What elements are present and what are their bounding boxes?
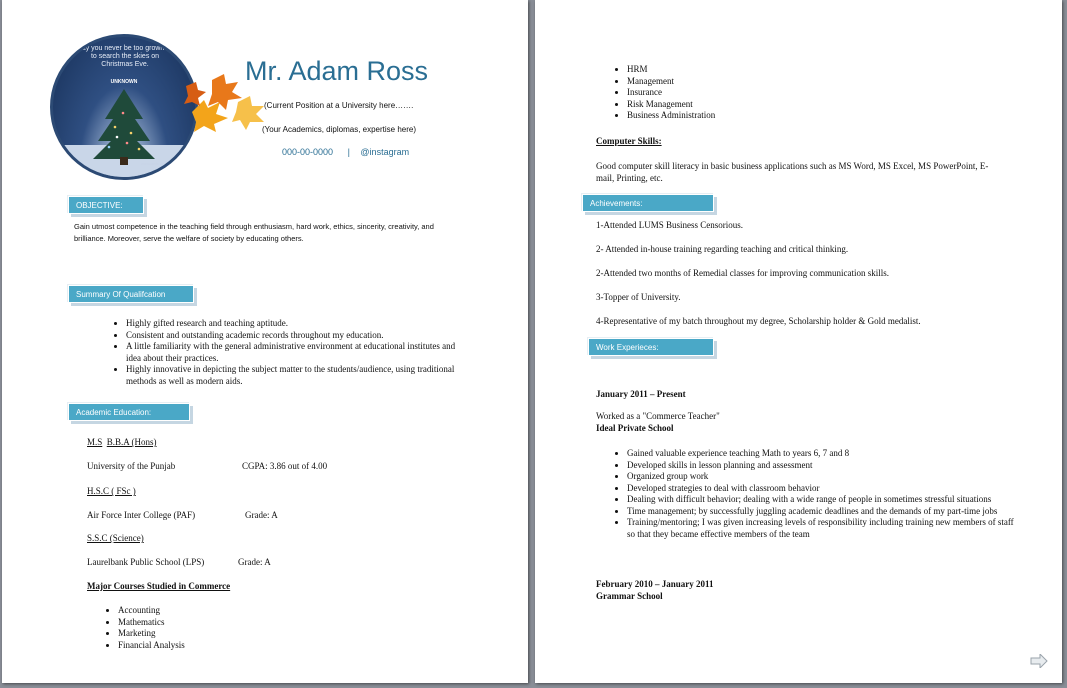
job1-dates: January 2011 – Present [596,389,686,399]
list-item: • Dealing with difficult behavior; dealing with a wide range of people in sometimes stressful situations [627,494,1017,506]
grade3: Grade: A [238,557,271,567]
list-item: • Gained valuable experience teaching Math to years 6, 7 and 8 [627,448,1017,460]
resume-page-1 [2,0,528,683]
list-item: • HRM [627,64,827,76]
courses-list [104,605,318,651]
school3: Laurelbank Public School (LPS) [87,557,205,567]
photo-author: UNKNOWN [110,79,138,85]
grade2: Grade: A [245,510,278,520]
achievement-item: 2-Attended two months of Remedial classes for improving communication skills. [596,268,889,278]
achievement-item: 4-Representative of my batch throughout my degree, Scholarship holder & Gold medalist. [596,316,921,326]
achievement-item: 1-Attended LUMS Business Censorious. [596,220,743,230]
summary-label: Summary Of Qualifcation [68,285,194,303]
job1-role: Worked as a "Commerce Teacher" [596,411,720,421]
job2-org: Grammar School [596,591,663,601]
list-item: • A little familiarity with the general administrative environment at educational institutes and idea about their practices. [126,341,462,364]
computer-skills-text: Good computer skill literacy in basic business applications such as MS Word, MS Excel, MS PowerPoint, E-mail, Printing, etc. [596,161,989,183]
list-item: • Accounting [118,605,318,617]
achievement-item: 2- Attended in-house training regarding teaching and critical thinking. [596,244,849,254]
list-item: • Highly innovative in depicting the subject matter to the students/audience, using traditional methods as well as modern aids. [126,364,462,387]
phone-number: 000-00-0000 [282,147,334,157]
list-item: • Risk Management [627,99,827,111]
photo-quote: May you never be too grown up to search the skies on Christmas Eve. [75,45,175,68]
list-item: • Management [627,76,827,88]
education-label: Academic Education: [68,403,190,421]
christmas-tree-photo [50,34,198,180]
academics-line: (Your Academics, diplomas, expertise here) [262,125,416,134]
school2: Air Force Inter College (PAF) [87,510,196,520]
achievements-label: Achievements: [582,194,714,212]
list-item: • Organized group work [627,471,1017,483]
contact-line [282,147,413,157]
achievement-item: 3-Topper of University. [596,292,681,302]
list-item: • Business Administration [627,110,827,122]
position-line: (Current Position at a University here……. [264,101,414,110]
degree-ssc: S.S.C (Science) [87,533,144,543]
objective-label: OBJECTIVE: [68,196,144,214]
degree1-ms: M.S [87,437,103,447]
candidate-name: Mr. Adam Ross [245,56,429,86]
job1-org: Ideal Private School [596,423,674,433]
courses-title: Major Courses Studied in Commerce [87,581,231,591]
resume-page-2 [535,0,1062,683]
job1-duties-list [613,448,1017,540]
list-item: • Consistent and outstanding academic records throughout my education. [126,330,462,342]
list-item: • Insurance [627,87,827,99]
job2-dates: February 2010 – January 2011 [596,579,714,589]
list-item: • Highly gifted research and teaching aptitude. [126,318,462,330]
list-item: • Financial Analysis [118,640,318,652]
objective-text: Gain utmost competence in the teaching field through enthusiasm, hard work, ethics, sincerity, creativity, and brilliance. Moreover, serve the welfare of society by educating others. [74,222,434,243]
degree-ms-bba [87,437,157,447]
instagram-handle: @instagram [360,147,410,157]
arrow-right-icon[interactable] [1030,654,1048,668]
list-item: • Developed skills in lesson planning and assessment [627,460,1017,472]
school1: University of the Punjab [87,461,176,471]
list-item: • Time management; by successfully juggling academic deadlines and the demands of my part-time jobs [627,506,1017,518]
list-item: • Developed strategies to deal with classroom behavior [627,483,1017,495]
photo-credit: wowcards.org [141,161,166,166]
degree-hsc: H.S.C ( FSc ) [87,486,136,496]
contact-separator: | [347,147,350,157]
summary-list [112,318,462,387]
list-item: • Training/mentoring; I was given increasing levels of responsibility including training new members of staff so that they became effective members of the team [627,517,1017,540]
grade1: CGPA: 3.86 out of 4.00 [242,461,328,471]
list-item: • Marketing [118,628,318,640]
list-item: • Mathematics [118,617,318,629]
degree1-bba: B.B.A (Hons) [106,437,157,447]
computer-skills-title: Computer Skills: [596,136,662,146]
courses-continued-list [613,64,827,122]
work-label: Work Experieces: [588,338,714,356]
